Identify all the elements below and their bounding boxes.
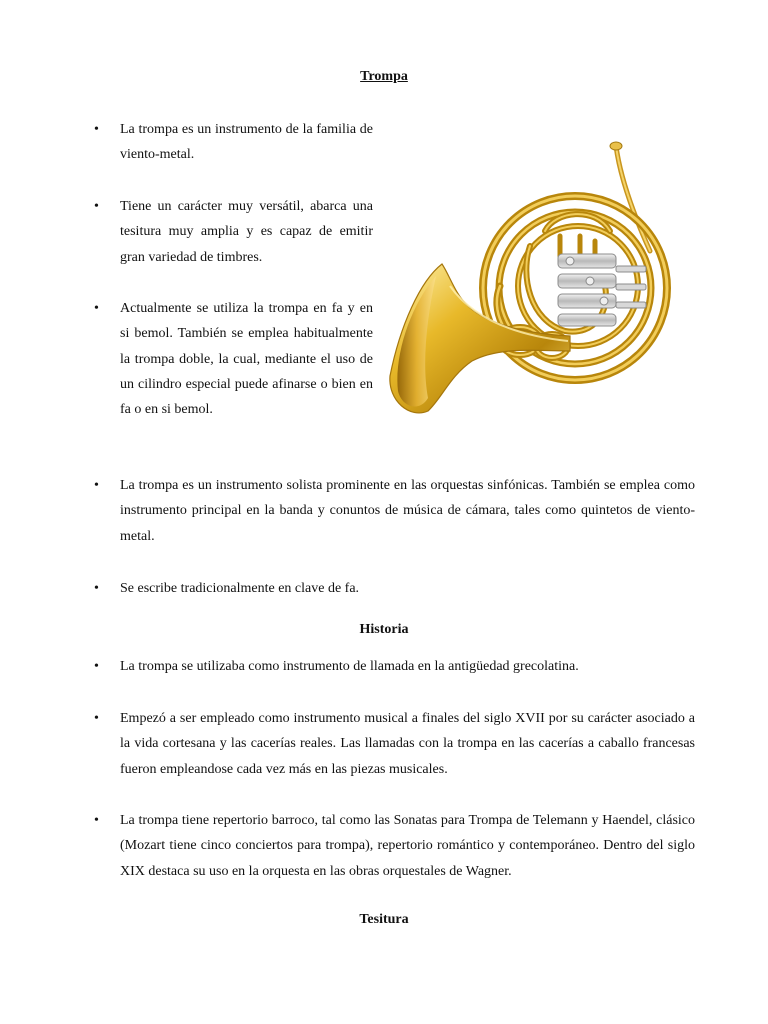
page-title: Trompa [360,69,408,84]
bullet: • [94,581,99,596]
bullet: • [94,199,99,214]
bullet: • [94,659,99,674]
list-item: • Empezó a ser empleado como instrumento musical a finales del siglo XVII por su carácter asociado a la vida cortesana y las cacerías reales. Las llamadas con la trompa en las cacerías a caballo francesas fueron empleandose cada vez más en las piezas musicales. [120,706,695,782]
list-item: • La trompa es un instrumento de la familia de viento-metal. [120,117,373,168]
french-horn-icon [380,136,680,421]
section-heading-tesitura: Tesitura [359,912,409,927]
list-item: • La trompa se utilizaba como instrumento de llamada en la antigüedad grecolatina. [120,654,695,679]
list-item: • Tiene un carácter muy versátil, abarca una tesitura muy amplia y es capaz de emitir gran variedad de timbres. [120,194,373,270]
bullet: • [94,478,99,493]
section-heading-historia: Historia [359,622,409,637]
bullet: • [94,301,99,316]
bullet: • [94,813,99,828]
bullet: • [94,711,99,726]
list-item: • La trompa es un instrumento solista prominente en las orquestas sinfónicas. También se emplea como instrumento principal en la banda y conuntos de música de cámara, tales como quintetos de viento-metal. [120,473,695,549]
list-item: • Se escribe tradicionalmente en clave de fa. [120,576,695,601]
list-item: • Actualmente se utiliza la trompa en fa y en si bemol. También se emplea habitualmente la trompa doble, la cual, mediante el uso de un cilindro especial puede afinarse o bien en fa o en si bemol. [120,296,373,422]
bullet: • [94,122,99,137]
list-item: • La trompa tiene repertorio barroco, tal como las Sonatas para Trompa de Telemann y Haendel, clásico (Mozart tiene cinco conciertos para trompa), repertorio romántico y contemporáneo. Dentro del siglo XIX destaca su uso en la orquesta en las obras orquestales de Wagner. [120,808,695,884]
